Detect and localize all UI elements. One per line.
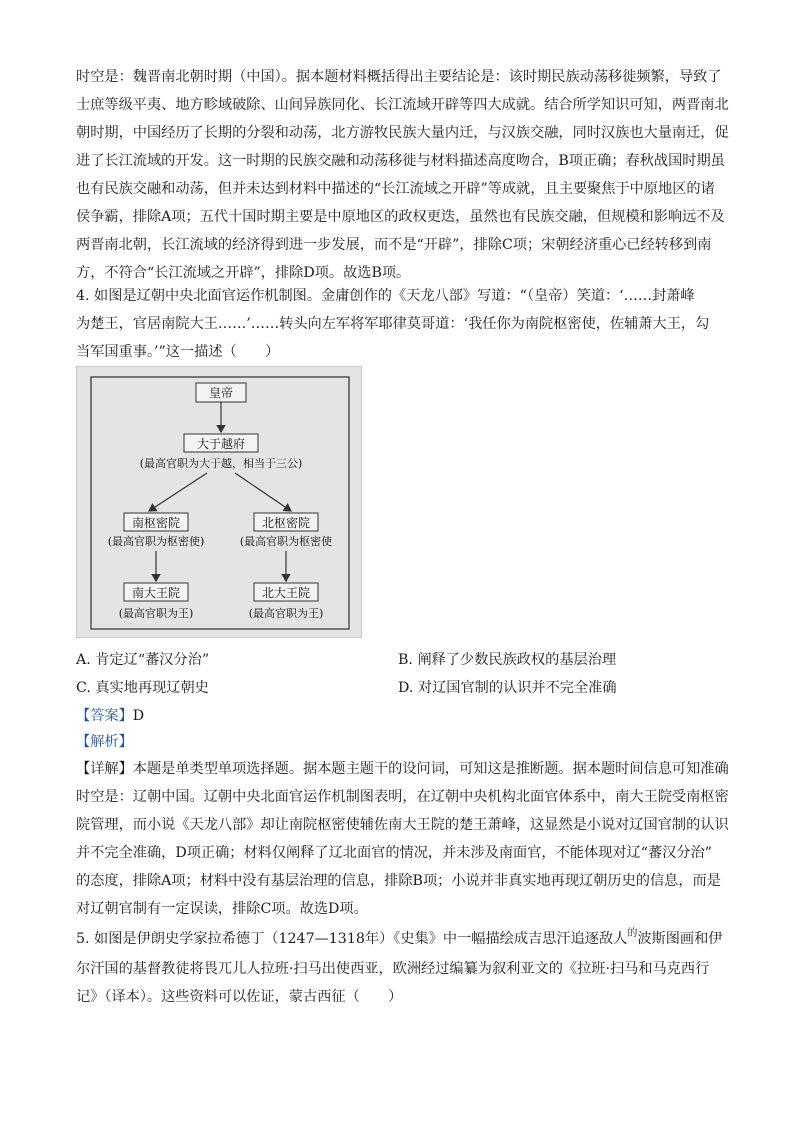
text-line: 为楚王，官居南院大王……’……转头向左军将军耶律莫哥道：‘我任你为南院枢密使，佐辅萧大王，勾: [76, 316, 710, 332]
text-line: 记》（译本）。这些资料可以佐证，蒙古西征（ ）: [76, 989, 403, 1005]
q5-sup: 的: [627, 928, 638, 939]
text-line: 方，不符合“长江流域之开辟”，排除D项。故选B项。: [76, 265, 411, 281]
north-council-label: 北枢密院: [261, 516, 311, 530]
text-line: 侯争霸，排除A项；五代十国时期主要是中原地区的政权更迭，虽然也有民族交融，但规模和影响远不及: [76, 209, 725, 225]
north-council-note: (最高官职为枢密使: [239, 535, 333, 548]
option-d[interactable]: D. 对辽国官制的认识并不完全准确: [398, 680, 617, 696]
option-a[interactable]: A. 肯定辽“蕃汉分治”: [76, 652, 210, 668]
north-king-label: 北大王院: [261, 586, 311, 600]
south-king-label: 南大王院: [131, 586, 181, 600]
yuyue-label: 大于越府: [196, 437, 246, 451]
text-line: 当军国重事。’”这一描述（ ）: [76, 344, 280, 360]
text-line: [76, 925, 723, 955]
text-line: 进了长江流域的开发。这一时期的民族交融和动荡移徙与材料描述高度吻合，B项正确；春秋战国时期虽: [76, 153, 725, 169]
text-line: 尔汗国的基督教徒将畏兀儿人拉班·扫马出使西亚，欧洲经过编纂为叙利亚文的《拉班·扫马和马克西行: [76, 961, 710, 977]
arrow: [235, 473, 291, 511]
text-line: 4. 如图是辽朝中央北面官运作机制图。金庸创作的《天龙八部》写道：“（皇帝）笑道：‘……封萧峰: [76, 288, 695, 304]
text-line: 【详解】本题是单类型单项选择题。据本题主题干的设问词，可知这是推断题。据本题时间信息可知准确: [76, 761, 729, 777]
text-line: 的态度，排除A项；材料中没有基层治理的信息，排除B项；小说并非真实地再现辽朝历史的信息，而是: [76, 873, 721, 889]
analysis-paragraph-q4: [76, 755, 729, 923]
south-council-note: (最高官职为枢密使): [107, 535, 205, 548]
text-line: 两晋南北朝，长江流域的经济得到进一步发展，而不是“开辟”，排除C项；宋朝经济重心已经转移到南: [76, 237, 712, 253]
text-line: 朝时期，中国经历了长期的分裂和动荡，北方游牧民族大量内迁，与汉族交融，同时汉族也大量南迁，促: [76, 125, 729, 141]
option-c[interactable]: C. 真实地再现辽朝史: [76, 680, 209, 696]
north-king-note: (最高官职为王): [248, 607, 324, 620]
answer-tag: 【答案】: [76, 708, 133, 724]
text-line: 院管理，而小说《天龙八部》却让南院枢密使辅佐南大王院的楚王萧峰，这显然是小说对辽国官制的认识: [76, 817, 729, 833]
analysis-paragraph-q3: [76, 63, 729, 287]
text-line: 也有民族交融和动荡，但并未达到材料中描述的“长江流域之开辟”等成就，且主要聚焦于中原地区的诸: [76, 181, 715, 197]
q5-text: 5. 如图是伊朗史学家拉希德丁（1247—1318年）《史集》中一幅描绘成吉思汗追逐敌人: [76, 931, 628, 947]
yuyue-note: (最高官职为大于越，相当于三公): [139, 457, 303, 470]
text-line: 士庶等级平夷、地方畛域破除、山间异族同化、长江流域开辟等四大成就。结合所学知识可知，两晋南北: [76, 97, 729, 113]
answer-line: [76, 705, 144, 725]
liao-official-diagram: [76, 366, 362, 638]
q5-text: 波斯图画和伊: [637, 931, 723, 947]
arrow: [149, 473, 207, 511]
option-b[interactable]: B. 阐释了少数民族政权的基层治理: [398, 652, 617, 668]
emperor-label: 皇帝: [208, 386, 234, 400]
diagram-svg: [77, 367, 363, 639]
analysis-tag: 【解析】: [76, 734, 133, 750]
text-line: 时空是：魏晋南北朝时期（中国）。据本题材料概括得出主要结论是：该时期民族动荡移徙频繁，导致了: [76, 69, 722, 85]
answer-value: D: [132, 708, 145, 724]
question-4-stem: [76, 282, 720, 366]
question-5-stem: [76, 925, 723, 1011]
text-line: 对辽朝官制有一定误读，排除C项。故选D项。: [76, 901, 368, 917]
text-line: 并不完全准确，D项正确；材料仅阐释了辽北面官的情况，并未涉及南面官，不能体现对辽“蕃汉分治”: [76, 845, 712, 861]
south-council-label: 南枢密院: [131, 516, 181, 530]
south-king-note: (最高官职为王): [118, 607, 194, 620]
text-line: 时空是：辽朝中国。辽朝中央北面官运作机制图表明，在辽朝中央机构北面官体系中，南大王院受南枢密: [76, 789, 729, 805]
